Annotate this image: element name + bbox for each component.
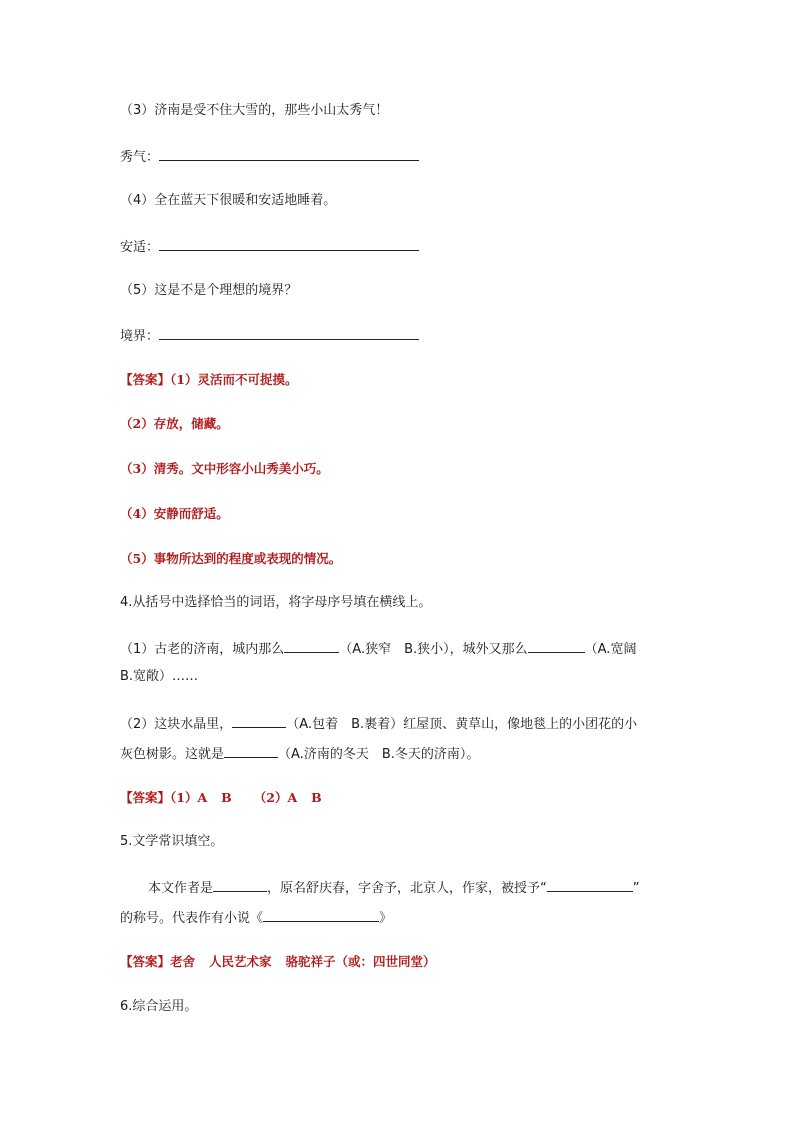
q5-line2 xyxy=(120,907,392,929)
q4-part1-line2: B.宽敞）…… xyxy=(120,669,199,684)
question-6-title: 6.综合运用。 xyxy=(120,999,198,1014)
text: 的称号。代表作有小说《 xyxy=(120,911,264,926)
text: （A.狭窄 B.狭小），城外又那么 xyxy=(339,642,528,657)
answer-text: 老舍 xyxy=(170,954,196,969)
text: （A.济南的冬天 B.冬天的济南）。 xyxy=(278,747,480,762)
sentence-4 xyxy=(120,191,336,211)
text: 本文作者是 xyxy=(148,881,214,896)
answer-text: （5）事物所达到的程度或表现的情况。 xyxy=(120,551,342,566)
q5-line1 xyxy=(148,877,640,899)
fill-blank[interactable] xyxy=(159,236,419,251)
fill-blank[interactable] xyxy=(159,146,419,161)
fill-blank[interactable] xyxy=(263,907,379,922)
word-label: 安适： xyxy=(120,240,160,255)
sentence-number: （5） xyxy=(120,283,155,298)
q4-answer xyxy=(120,788,322,808)
text: 灰色树影。这就是 xyxy=(120,747,225,762)
fill-blank[interactable] xyxy=(284,638,339,653)
text: （A.包着 B.裹着）红屋顶、黄草山，像地毯上的小团花的小 xyxy=(286,717,638,732)
sentence-text: 济南是受不住大雪的，那些小山太秀气！ xyxy=(154,103,389,118)
answer-text: （2）A xyxy=(253,790,298,805)
fill-blank[interactable] xyxy=(224,743,278,758)
answer-line-xiuqi xyxy=(120,146,419,168)
question-5-title: 5.文学常识填空。 xyxy=(120,834,224,849)
sentence-3 xyxy=(120,101,388,121)
word-label: 秀气： xyxy=(120,150,160,165)
answer-tag: 【答案】 xyxy=(120,372,171,387)
answer-text: 骆驼祥子（或：四世同堂） xyxy=(285,954,436,969)
word-label: 境界： xyxy=(120,329,160,344)
question-4-title: 4.从括号中选择恰当的词语，将字母序号填在横线上。 xyxy=(120,595,432,610)
text: （1）古老的济南，城内那么 xyxy=(120,642,285,657)
q5-answer xyxy=(120,952,436,972)
answer-line-jingjie xyxy=(120,325,419,347)
fill-blank[interactable] xyxy=(232,713,286,728)
answer-line-anshi xyxy=(120,236,419,258)
answer-tag: 【答案】 xyxy=(120,954,171,969)
answer-text: （4）安静而舒适。 xyxy=(120,506,229,521)
answer-text: 人民艺术家 xyxy=(209,954,272,969)
text: ，原名舒庆春，字舍予，北京人，作家，被授予“ xyxy=(267,881,547,896)
answer-text: B xyxy=(311,790,322,805)
q4-part2-line2 xyxy=(120,743,479,765)
answer-text: （3）清秀。文中形容小山秀美小巧。 xyxy=(120,461,329,476)
sentence-text: 全在蓝天下很暖和安适地睡着。 xyxy=(154,193,337,208)
fill-blank[interactable] xyxy=(159,325,419,340)
answer-3 xyxy=(120,459,329,479)
answer-4 xyxy=(120,504,229,524)
answer-1 xyxy=(120,370,297,390)
q4-part1-line1 xyxy=(120,638,636,660)
sentence-number: （4） xyxy=(120,193,155,208)
answer-tag: 【答案】 xyxy=(120,790,171,805)
answer-text: B xyxy=(221,790,232,805)
answer-text: （2）存放，储藏。 xyxy=(120,416,229,431)
answer-2 xyxy=(120,414,229,434)
q4-part2-line1 xyxy=(120,713,637,735)
text: 》 xyxy=(379,911,393,926)
answer-text: （1）A xyxy=(170,790,208,805)
fill-blank[interactable] xyxy=(528,638,585,653)
text: （A.宽阔 xyxy=(584,642,637,657)
text: （2）这块水晶里， xyxy=(120,717,233,732)
answer-5 xyxy=(120,549,341,569)
fill-blank[interactable] xyxy=(547,877,633,892)
sentence-number: （3） xyxy=(120,103,155,118)
sentence-5 xyxy=(120,281,297,301)
sentence-text: 这是不是个理想的境界？ xyxy=(154,283,298,298)
answer-text: （1）灵活而不可捉摸。 xyxy=(170,372,298,387)
text: ” xyxy=(632,881,640,896)
fill-blank[interactable] xyxy=(213,877,267,892)
